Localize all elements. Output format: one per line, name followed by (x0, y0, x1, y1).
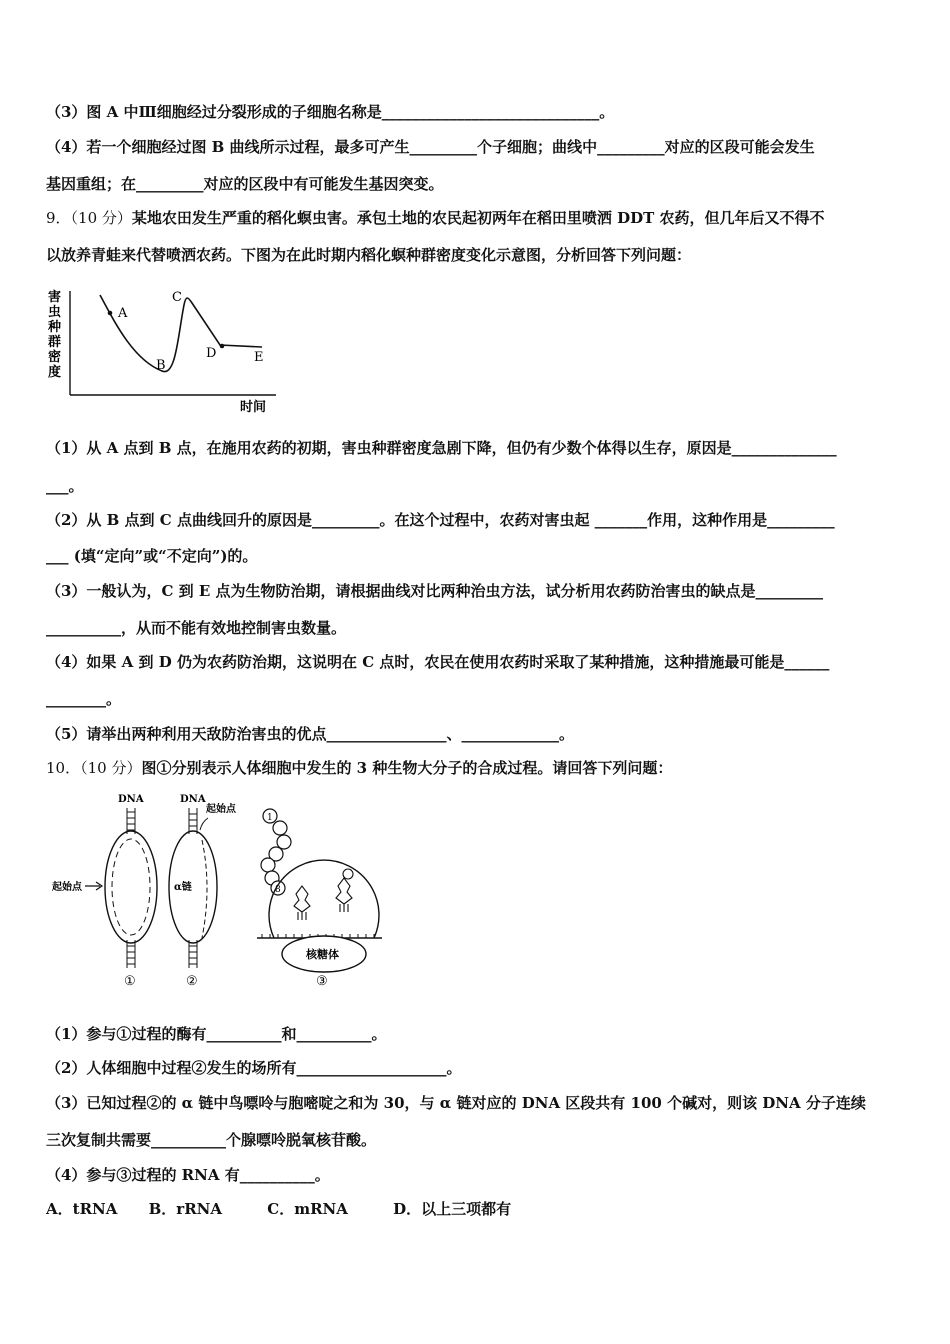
chart-ylabel-char: 群 (48, 335, 63, 350)
fig2-alpha-chain-label: α链 (174, 882, 192, 893)
chart-label-a: A (118, 306, 128, 321)
q9-stem-line1 (46, 208, 906, 228)
chart-xlabel: 时间 (240, 400, 267, 415)
q10-part2: （2）人体细胞中过程②发生的场所有____________________。 (46, 1059, 462, 1077)
q9-part1-line1: （1）从 A 点到 B 点，在施用农药的初期，害虫种群密度急剧下降，但仍有少数个体得以生存，原因是______________ (46, 439, 837, 457)
q9-part2-line2: ___ (填“定向”或“不定向”)的。 (46, 547, 258, 565)
chart-label-c: C (172, 290, 182, 305)
fig1-replication-bubble-inner (112, 839, 150, 935)
chart-ylabel-char: 密 (48, 350, 63, 365)
q10-options (46, 1199, 906, 1219)
fig2-origin-pointer (200, 818, 208, 830)
q9-part3-line2: __________，从而不能有效地控制害虫数量。 (46, 619, 347, 637)
q10-part3-line1: （3）已知过程②的 α 链中鸟嘌呤与胞嘧啶之和为 30，与 α 链对应的 DNA 区段共有 100 个碱对，则该 DNA 分子连续 (46, 1094, 866, 1112)
q10-part1: （1）参与①过程的酶有__________和__________。 (46, 1025, 387, 1043)
fig2-number: ② (186, 974, 198, 989)
fig2-origin-label: 起始点 (206, 804, 236, 815)
q10-option-a[interactable]: A．tRNA (46, 1200, 118, 1218)
q8-part4-line1: （4）若一个细胞经过图 B 曲线所示过程，最多可产生_________个子细胞；曲线中_________对应的区段可能会发生 (46, 138, 815, 156)
chart-ylabel (47, 289, 62, 380)
chart-ylabel-char: 度 (48, 365, 63, 380)
chart-label-e: E (254, 350, 264, 365)
q9-part4-line2: ________。 (46, 690, 122, 708)
fig3-trna-left (294, 886, 310, 920)
fig3-ribosome-large-subunit (269, 860, 379, 938)
q10-option-c[interactable]: C．mRNA (267, 1200, 348, 1218)
fig3-amino-acid-free (343, 869, 353, 879)
fig3-number: ③ (316, 974, 328, 989)
q10-stem (46, 758, 906, 778)
chart-label-d: D (206, 346, 217, 361)
fig3-trna-right (336, 878, 352, 912)
fig1-dna-top-rungs (127, 808, 135, 834)
chart-point-d (220, 344, 225, 349)
q10-part3-line2: 三次复制共需要__________个腺嘌呤脱氧核苷酸。 (46, 1131, 377, 1149)
chart-label-b: B (156, 358, 166, 373)
fig3-bead-8-label: 8 (275, 885, 281, 895)
q9-part2-line1: （2）从 B 点到 C 点曲线回升的原因是_________。在这个过程中，农药对害虫起 _______作用，这种作用是_________ (46, 511, 835, 529)
q8-part3: （3）图 A 中Ⅲ细胞经过分裂形成的子细胞名称是_____________________________。 (46, 103, 615, 121)
fig1-dna-bottom-rungs (127, 940, 135, 968)
fig2-dna-top-rungs (189, 808, 197, 834)
fig1-origin-arrow (85, 882, 102, 890)
q8-part4-line2: 基因重组；在_________对应的区段中有可能发生基因突变。 (46, 175, 444, 193)
q9-number: 9．（10 分） (46, 209, 132, 227)
fig2-alpha-chain-strand (202, 840, 207, 938)
chart-point-a (108, 311, 113, 316)
q10-number: 10．（10 分） (46, 759, 142, 777)
q9-part1-line2: ___。 (46, 477, 84, 495)
q9-part4-line1: （4）如果 A 到 D 仍为农药防治期，这说明在 C 点时，农民在使用农药时采取了某种措施，这种措施最可能是______ (46, 653, 830, 671)
q9-stem-line2: 以放养青蛙来代替喷洒农药。下图为在此时期内稻化螟种群密度变化示意图，分析回答下列问题： (46, 246, 692, 264)
fig1-dna-label: DNA (118, 794, 144, 805)
fig3-peptide-chain (261, 809, 291, 895)
q10-stem-text: 图①分别表示人体细胞中发生的 3 种生物大分子的合成过程。请回答下列问题： (141, 759, 673, 777)
fig2-dna-bottom-rungs (189, 940, 197, 968)
chart-ylabel-char: 虫 (48, 305, 63, 320)
fig3-ribosome-label: 核糖体 (306, 948, 339, 961)
q10-synthesis-figure (52, 790, 382, 990)
q9-population-chart (44, 285, 284, 417)
q9-part5: （5）请举出两种利用天敌防治害虫的优点________________、_____________。 (46, 725, 574, 743)
fig3-bead-1-label: 1 (267, 813, 273, 823)
q10-option-b[interactable]: B．rRNA (148, 1200, 223, 1218)
q10-option-d[interactable]: D．以上三项都有 (393, 1200, 512, 1218)
q9-stem-text: 某地农田发生严重的稻化螟虫害。承包土地的农民起初两年在稻田里喷洒 DDT 农药，但几年后又不得不 (131, 209, 825, 227)
q9-part3-line1: （3）一般认为，C 到 E 点为生物防治期，请根据曲线对比两种治虫方法，试分析用农药防治害虫的缺点是_________ (46, 582, 823, 600)
fig2-dna-label: DNA (180, 794, 206, 805)
chart-ylabel-char: 害 (48, 290, 63, 305)
fig1-number: ① (124, 974, 136, 989)
chart-ylabel-char: 种 (48, 320, 63, 335)
fig1-replication-bubble-outer (105, 831, 157, 943)
q10-part4: （4）参与③过程的 RNA 有__________。 (46, 1166, 330, 1184)
fig1-origin-label: 起始点 (52, 882, 82, 893)
